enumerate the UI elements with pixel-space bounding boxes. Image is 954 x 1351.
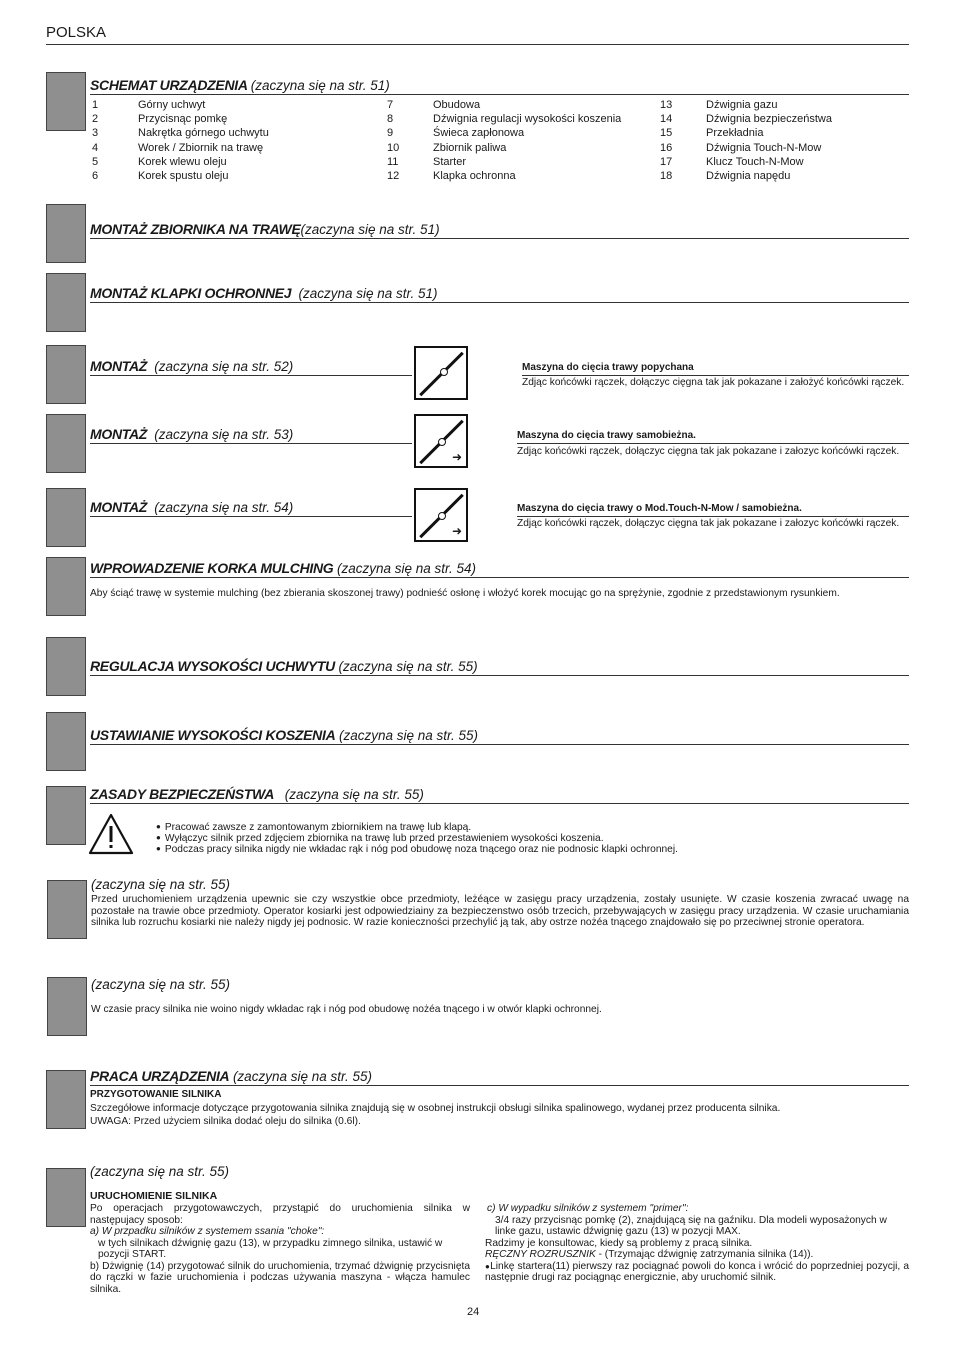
start-right-column: c) W wypadku silników z systemem "primer": 3/4 razy przycisnąc pomkę (2), znajdującą się na gaźniku. Dla modeli wyposażonych w linke gazu, ustawic dźwignię gazu (13) w pozycji MAX. Radzimy je konsultowac, kiedy są problemy z pracą silnika. RĘCZNY ROZRUSZNIK - (Trzymając dźwignię zatrzymania silnika (14)). ●Linkę startera(11) pierwszy raz pociągnać powoli do konca i wrócić do poprzedniej pozycji, a następnie drugi raz pociągnąc energicznie, aby uruchomić silnik. (485, 1203, 909, 1283)
machine-title-push: Maszyna do cięcia trawy popychana (522, 362, 909, 376)
safety-bullet-list (156, 822, 678, 855)
praca-line-2: UWAGA: Przed użyciem silnika dodać oleju do silnika (0.6l). (90, 1116, 361, 1127)
machine-text-touchnmow: Zdjąc końcówki rączek, dołączyc cięgna tak jak pokazane i załozyc końcówki rączek. (517, 518, 900, 529)
section-title-mulching: WPROWADZENIE KORKA MULCHING (zaczyna się na str. 54) (90, 560, 909, 578)
block1-page-ref: (zaczyna się na str. 55) (91, 877, 231, 892)
parts-list-col1 (92, 98, 269, 183)
section-tab (46, 786, 86, 845)
list-item: 10 Zbiornik paliwa (387, 141, 507, 154)
list-item: 1 Górny uchwyt (92, 99, 206, 111)
arrow-right-icon: ➜ (451, 450, 462, 464)
section-tab (46, 1070, 86, 1129)
list-item: 6 Korek spustu oleju (92, 170, 229, 183)
section-title-praca: PRACA URZĄDZENIA (zaczyna się na str. 55) (90, 1068, 909, 1086)
section-tab (46, 72, 86, 131)
list-item: ● Pracować zawsze z zamontowanym zbiornikiem na trawę lub klapą. (156, 822, 678, 833)
list-item: 12 Klapka ochronna (387, 170, 516, 183)
list-item: 7 Obudowa (387, 99, 481, 111)
start-left-column: Po operacjach przygotowawczych, przystąpić do uruchomienia silnika w następujacy sposob: a) W przpadku silników z systemem ssania "choke": w tych silnikach dźwignię gazu (13), w przypadku zimnego silnika, ustawić w pozycji START. b) Dżwignię (14) przygotować silnik do uruchomienia, trzymać dżwignię przycisnięta do rączki w fazie uruchomienia i podczas używania maszyna - włącza hamulec silnika. (90, 1203, 470, 1295)
section-tab (46, 273, 86, 332)
section-title-montaz-1: MONTAŻ (zaczyna się na str. 52) (90, 358, 412, 376)
list-item: 11 Starter (387, 155, 467, 168)
section-title-montaz-2: MONTAŻ (zaczyna się na str. 53) (90, 426, 412, 444)
machine-title-selfpropelled: Maszyna do cięcia trawy samobieżna. (517, 430, 909, 444)
warning-icon (88, 813, 134, 855)
machine-text-selfpropelled: Zdjąc końcówki rączek, dołączyc cięgna tak jak pokazane i załozyc końcówki rączek. (517, 446, 900, 457)
handle-diagram-selfpropelled-icon (414, 414, 468, 468)
language-label: POLSKA (46, 24, 107, 41)
arrow-right-icon: ➜ (451, 524, 462, 538)
page-ref: (zaczyna się na str. 51) (250, 78, 390, 93)
praca-subhead: PRZYGOTOWANIE SILNIKA (90, 1089, 222, 1100)
section-tab (47, 880, 87, 939)
block2-text: W czasie pracy silnika nie woino nigdy wkładac rąk i nóg pod obudowę nożéa tnącego i w otwór klapki ochronnej. (91, 1004, 602, 1015)
parts-list-col3 (660, 98, 832, 183)
section-tab (46, 557, 86, 616)
praca-line-1: Szczegółowe informacje dotyczące przygotowania silnika znajdują się w osobnej instrukcji obsługi silnika spalinowego, wydanej przez producenta silnika. (90, 1103, 781, 1114)
section-title-zbiornik: MONTAŻ ZBIORNIKA NA TRAWĘ(zaczyna się na str. 51) (90, 221, 909, 239)
list-item: ● Wyłączyc silnik przed zdjęciem zbiornika na trawę lub przed przestawieniem wysokości koszenia. (156, 833, 678, 844)
page-number: 24 (467, 1306, 480, 1318)
machine-text-push: Zdjąc końcówki rączek, dołączyc cięgna tak jak pokazane i założyć końcówki rączek. (522, 377, 905, 388)
block1-text: Przed uruchomieniem urządzenia upewnic sie czy wszystkie obce przedmioty, leżéące w zasięgu pracy urządzenia, zostały usunięte. W czasie koszenia zwracać uwagę na pozostałe na trawie obce przedmioty. Operator kosiarki jest odpowiedziainy za bezpieczenstwo osób trzecich, przebywających w zasięgu pracy urządzenia. W czasie uruchamiania silnika lub rozruchu kosiarki nie należy nigdy jej podnosic. W razie konieczności przechylić ją tak, aby ostrze nożéa tnącego znajdowało się po przeciwnej stronie operatora. (91, 894, 909, 929)
handle-diagram-icon (414, 346, 468, 400)
handle-diagram-touchnmow-icon (414, 488, 468, 542)
block2-page-ref: (zaczyna się na str. 55) (91, 977, 231, 992)
section-tab (46, 204, 86, 263)
mulching-text: Aby ściąć trawę w systemie mulching (bez zbierania skoszonej trawy) podnieść osłonę i włożyć korek mocując go na sprężynie, zgodnie z przedstawionym rysunkiem. (90, 588, 840, 599)
section-title-schemat (90, 77, 909, 95)
section-title-montaz-3: MONTAŻ (zaczyna się na str. 54) (90, 499, 412, 517)
list-item: 18 Dźwignia napędu (660, 170, 791, 183)
parts-list-col2 (387, 98, 621, 183)
list-item: 4 Worek / Zbiornik na trawę (92, 141, 264, 154)
section-tab (47, 977, 87, 1036)
section-tab (46, 414, 86, 473)
section-tab (46, 712, 86, 771)
section-tab (46, 1168, 86, 1227)
section-title-zasady: ZASADY BEZPIECZEŃSTWA (zaczyna się na str. 55) (90, 786, 909, 804)
header-rule (46, 44, 909, 45)
section-tab (46, 637, 86, 696)
list-item: 5 Korek wlewu oleju (92, 155, 227, 168)
list-item: 13 Dźwignia gazu (660, 99, 778, 111)
section-title-uchwyt: REGULACJA WYSOKOŚCI UCHWYTU (zaczyna się na str. 55) (90, 658, 909, 676)
section-tab (46, 345, 86, 404)
list-item: ● Podczas pracy silnika nigdy nie wkładac rąk i nóg pod obudowę noza tnącego oraz nie podnosic klapki ochronnej. (156, 844, 678, 855)
list-item: 14 Dźwignia bezpieczeństwa (660, 113, 832, 126)
list-item: 3 Nakrętka górnego uchwytu (92, 127, 269, 140)
start-page-ref: (zaczyna się na str. 55) (90, 1164, 230, 1179)
machine-title-touchnmow: Maszyna do cięcia trawy o Mod.Touch-N-Mow / samobieżna. (517, 503, 909, 517)
list-item: 8 Dźwignia regulacji wysokości koszenia (387, 113, 622, 126)
start-subhead: URUCHOMIENIE SILNIKA (90, 1190, 218, 1202)
title-text: SCHEMAT URZĄDZENIA (90, 77, 248, 93)
section-tab (46, 488, 86, 547)
list-item: 15 Przekładnia (660, 127, 764, 140)
list-item: 16 Dźwignia Touch-N-Mow (660, 141, 822, 154)
list-item: 9 Świeca zapłonowa (387, 127, 525, 140)
list-item: 2 Przycisnąc pomkę (92, 113, 228, 126)
section-title-klapka: MONTAŻ KLAPKI OCHRONNEJ (zaczyna się na str. 51) (90, 285, 909, 303)
section-title-koszenie: USTAWIANIE WYSOKOŚCI KOSZENIA (zaczyna się na str. 55) (90, 727, 909, 745)
list-item: 17 Klucz Touch-N-Mow (660, 155, 804, 168)
